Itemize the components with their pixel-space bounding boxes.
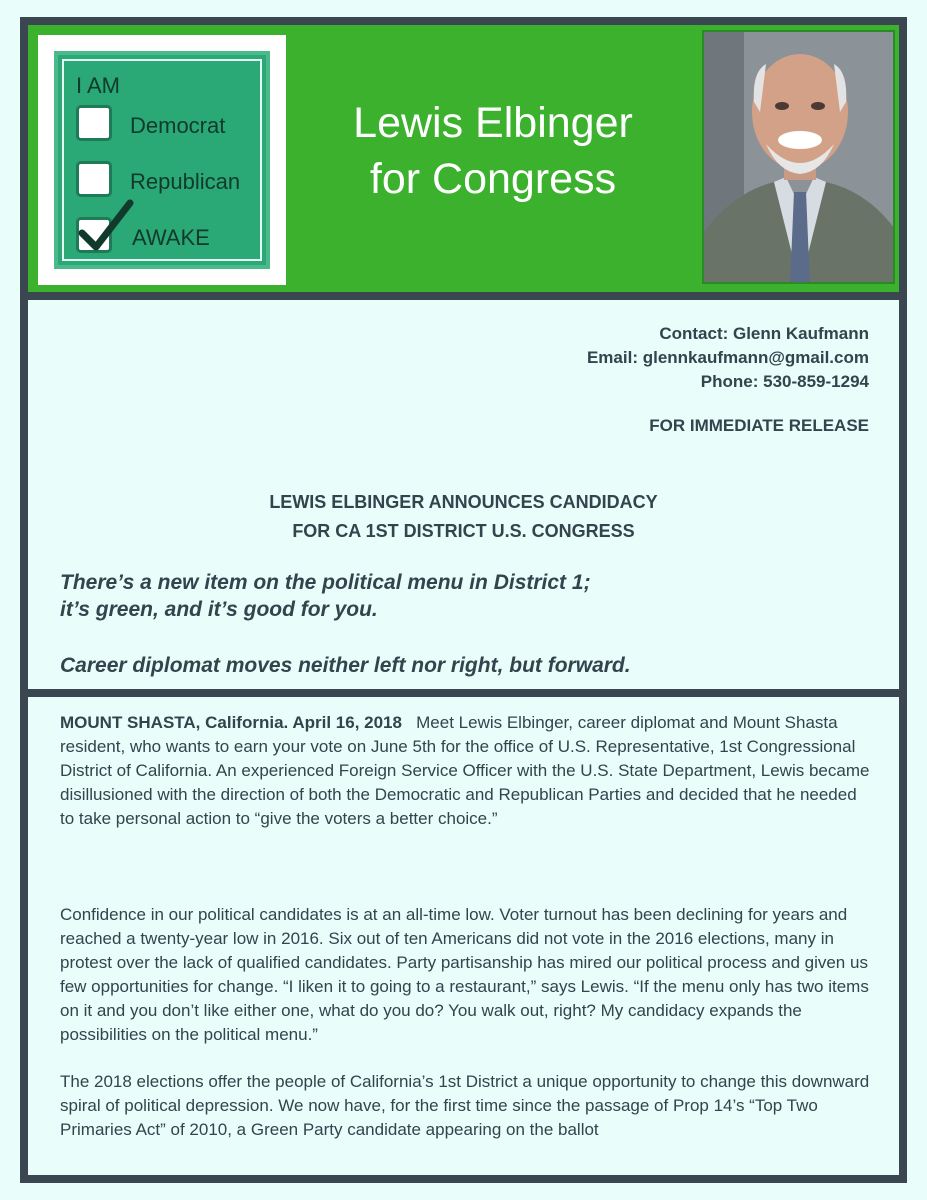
paragraph-1-text: Meet Lewis Elbinger, career diplomat and Mount Shasta resident, who wants to earn your vote on June 5th for the office of U.S. Representative, 1st Congressional District of California. An experienced Foreign Service Officer with the U.S. State Department, Lewis became disillusioned with the direction of both the Democratic and Republican Parties and decided that he needed to take personal action to “give the voters a better choice.” [60,713,870,828]
logo-option-republican: Republican [130,169,241,194]
release-label: FOR IMMEDIATE RELEASE [649,416,869,435]
contact-email: Email: glennkaufmann@gmail.com [586,348,869,367]
contact-phone: Phone: 530-859-1294 [700,372,869,391]
title-line-office: for Congress [369,155,617,203]
body-paragraph-1 [60,711,875,831]
checkmark-icon [76,197,136,257]
contact-name: Contact: Glenn Kaufmann [659,324,869,343]
logo-heading: I AM [76,73,121,98]
dateline: MOUNT SHASTA, California. April 16, 2018 [60,713,402,732]
logo-option-democrat: Democrat [130,113,226,138]
campaign-logo [38,35,286,285]
headline-line-2: FOR CA 1ST DISTRICT U.S. CONGRESS [292,521,635,541]
title-line-name: Lewis Elbinger [353,99,633,147]
press-release-frame [20,17,907,1183]
contact-block [587,322,869,394]
candidate-photo [702,30,895,284]
candidate-portrait-image [704,32,895,284]
section-divider [28,689,899,697]
checkbox-republican [76,161,112,197]
logo-option-awake: AWAKE [132,225,210,250]
tagline-line-3: Career diplomat moves neither left nor right, but forward. [60,654,631,677]
body-paragraph-3: The 2018 elections offer the people of California’s 1st District a unique opportunity to change this downward spiral of political depression. We now have, for the first time since the passage of Prop 14’s “Top Two Primaries Act” of 2010, a Green Party candidate appearing on the ballot [60,1072,870,1139]
header-banner [28,25,899,300]
headline-line-1: LEWIS ELBINGER ANNOUNCES CANDIDACY [269,492,658,512]
campaign-title [288,95,698,207]
logo-panel [54,51,270,269]
tagline-line-2: it’s green, and it’s good for you. [60,598,378,621]
tagline-line-1: There’s a new item on the political menu in District 1; [60,571,591,594]
body-paragraph-2: Confidence in our political candidates is at an all-time low. Voter turnout has been declining for years and reached a twenty-year low in 2016. Six out of ten Americans did not vote in the 2016 elections, many in protest over the lack of qualified candidates. Party partisanship has mired our political process and given us few opportunities for change. “I liken it to going to a restaurant,” says Lewis. “If the menu only has two items on it and you don’t like either one, what do you do? You walk out, right? My candidacy expands the possibilities on the political menu.” [60,905,869,1044]
checkbox-democrat [76,105,112,141]
